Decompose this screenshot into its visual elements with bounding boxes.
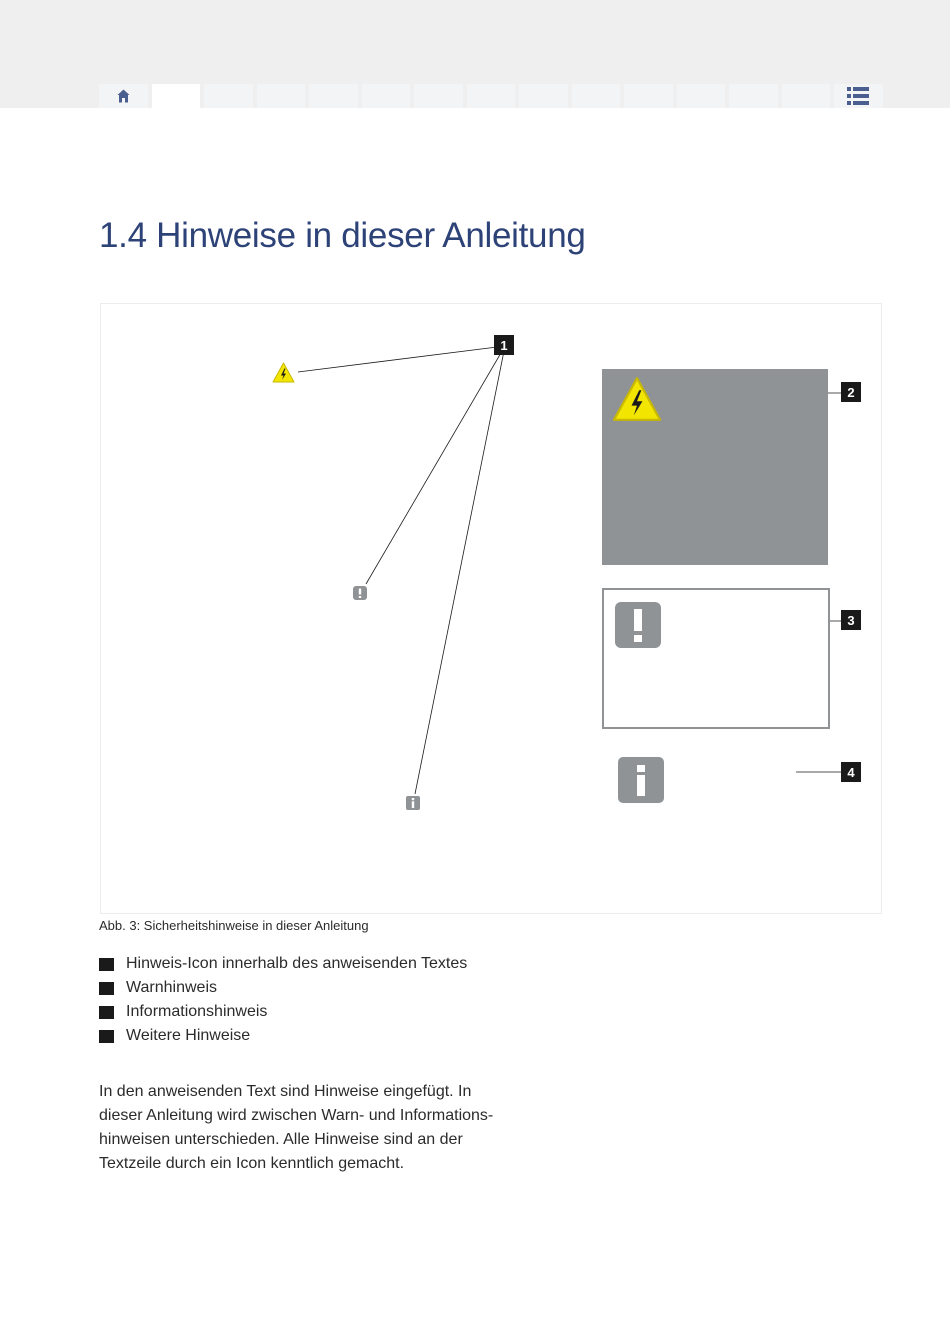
legend-item <box>99 976 467 1000</box>
information-notice-sample <box>602 588 830 729</box>
tab-chapter-5[interactable] <box>362 84 411 108</box>
tab-table-of-contents[interactable] <box>834 84 883 108</box>
legend-item <box>99 1024 467 1048</box>
legend-item-label: Warnhinweis <box>126 979 217 996</box>
chapter-tabs <box>99 84 883 108</box>
figure-caption: Abb. 3: Sicherheitshinweise in dieser Anleitung <box>99 918 369 933</box>
paragraph-line: dieser Anleitung wird zwischen Warn- und Informations- <box>99 1107 494 1124</box>
tab-chapter-13[interactable] <box>782 84 831 108</box>
legend-item-label: Informationshinweis <box>126 1003 268 1020</box>
tab-chapter-1[interactable] <box>152 84 201 108</box>
legend-marker <box>99 982 114 995</box>
paragraph-line: Textzeile durch ein Icon kenntlich gemacht. <box>99 1155 405 1172</box>
legend-list <box>99 952 467 1048</box>
body-paragraph <box>99 1080 539 1176</box>
paragraph-line: In den anweisenden Text sind Hinweise eingefügt. In <box>99 1083 472 1100</box>
tab-chapter-4[interactable] <box>309 84 358 108</box>
paragraph-line: hinweisen unterschieden. Alle Hinweise sind an der <box>99 1131 463 1148</box>
legend-item <box>99 952 467 976</box>
list-icon <box>847 87 869 105</box>
info-icon <box>618 757 664 803</box>
page-title: 1.4 Hinweise in dieser Anleitung <box>99 216 586 255</box>
top-navigation-bar <box>0 0 950 108</box>
tab-chapter-7[interactable] <box>467 84 516 108</box>
tab-chapter-10[interactable] <box>624 84 673 108</box>
legend-item-label: Hinweis-Icon innerhalb des anweisenden Textes <box>126 955 468 972</box>
exclamation-icon <box>353 586 367 600</box>
tab-chapter-12[interactable] <box>729 84 778 108</box>
warning-notice-sample <box>602 369 828 565</box>
tab-chapter-8[interactable] <box>519 84 568 108</box>
legend-marker <box>99 1006 114 1019</box>
notice-types-figure <box>100 303 882 914</box>
exclamation-icon <box>615 602 661 648</box>
callout-1: 1 <box>494 335 514 355</box>
tab-chapter-11[interactable] <box>677 84 726 108</box>
home-icon <box>117 89 130 103</box>
high-voltage-warning-icon <box>611 376 663 422</box>
high-voltage-warning-icon <box>272 362 295 383</box>
callout-2: 2 <box>841 382 861 402</box>
callout-3: 3 <box>841 610 861 630</box>
tab-chapter-3[interactable] <box>257 84 306 108</box>
tab-home[interactable] <box>99 84 148 108</box>
tab-chapter-9[interactable] <box>572 84 621 108</box>
legend-item-label: Weitere Hinweise <box>126 1027 251 1044</box>
legend-item <box>99 1000 467 1024</box>
info-icon <box>406 796 420 810</box>
tab-chapter-6[interactable] <box>414 84 463 108</box>
legend-marker <box>99 1030 114 1043</box>
callout-4: 4 <box>841 762 861 782</box>
legend-marker <box>99 958 114 971</box>
tab-chapter-2[interactable] <box>204 84 253 108</box>
